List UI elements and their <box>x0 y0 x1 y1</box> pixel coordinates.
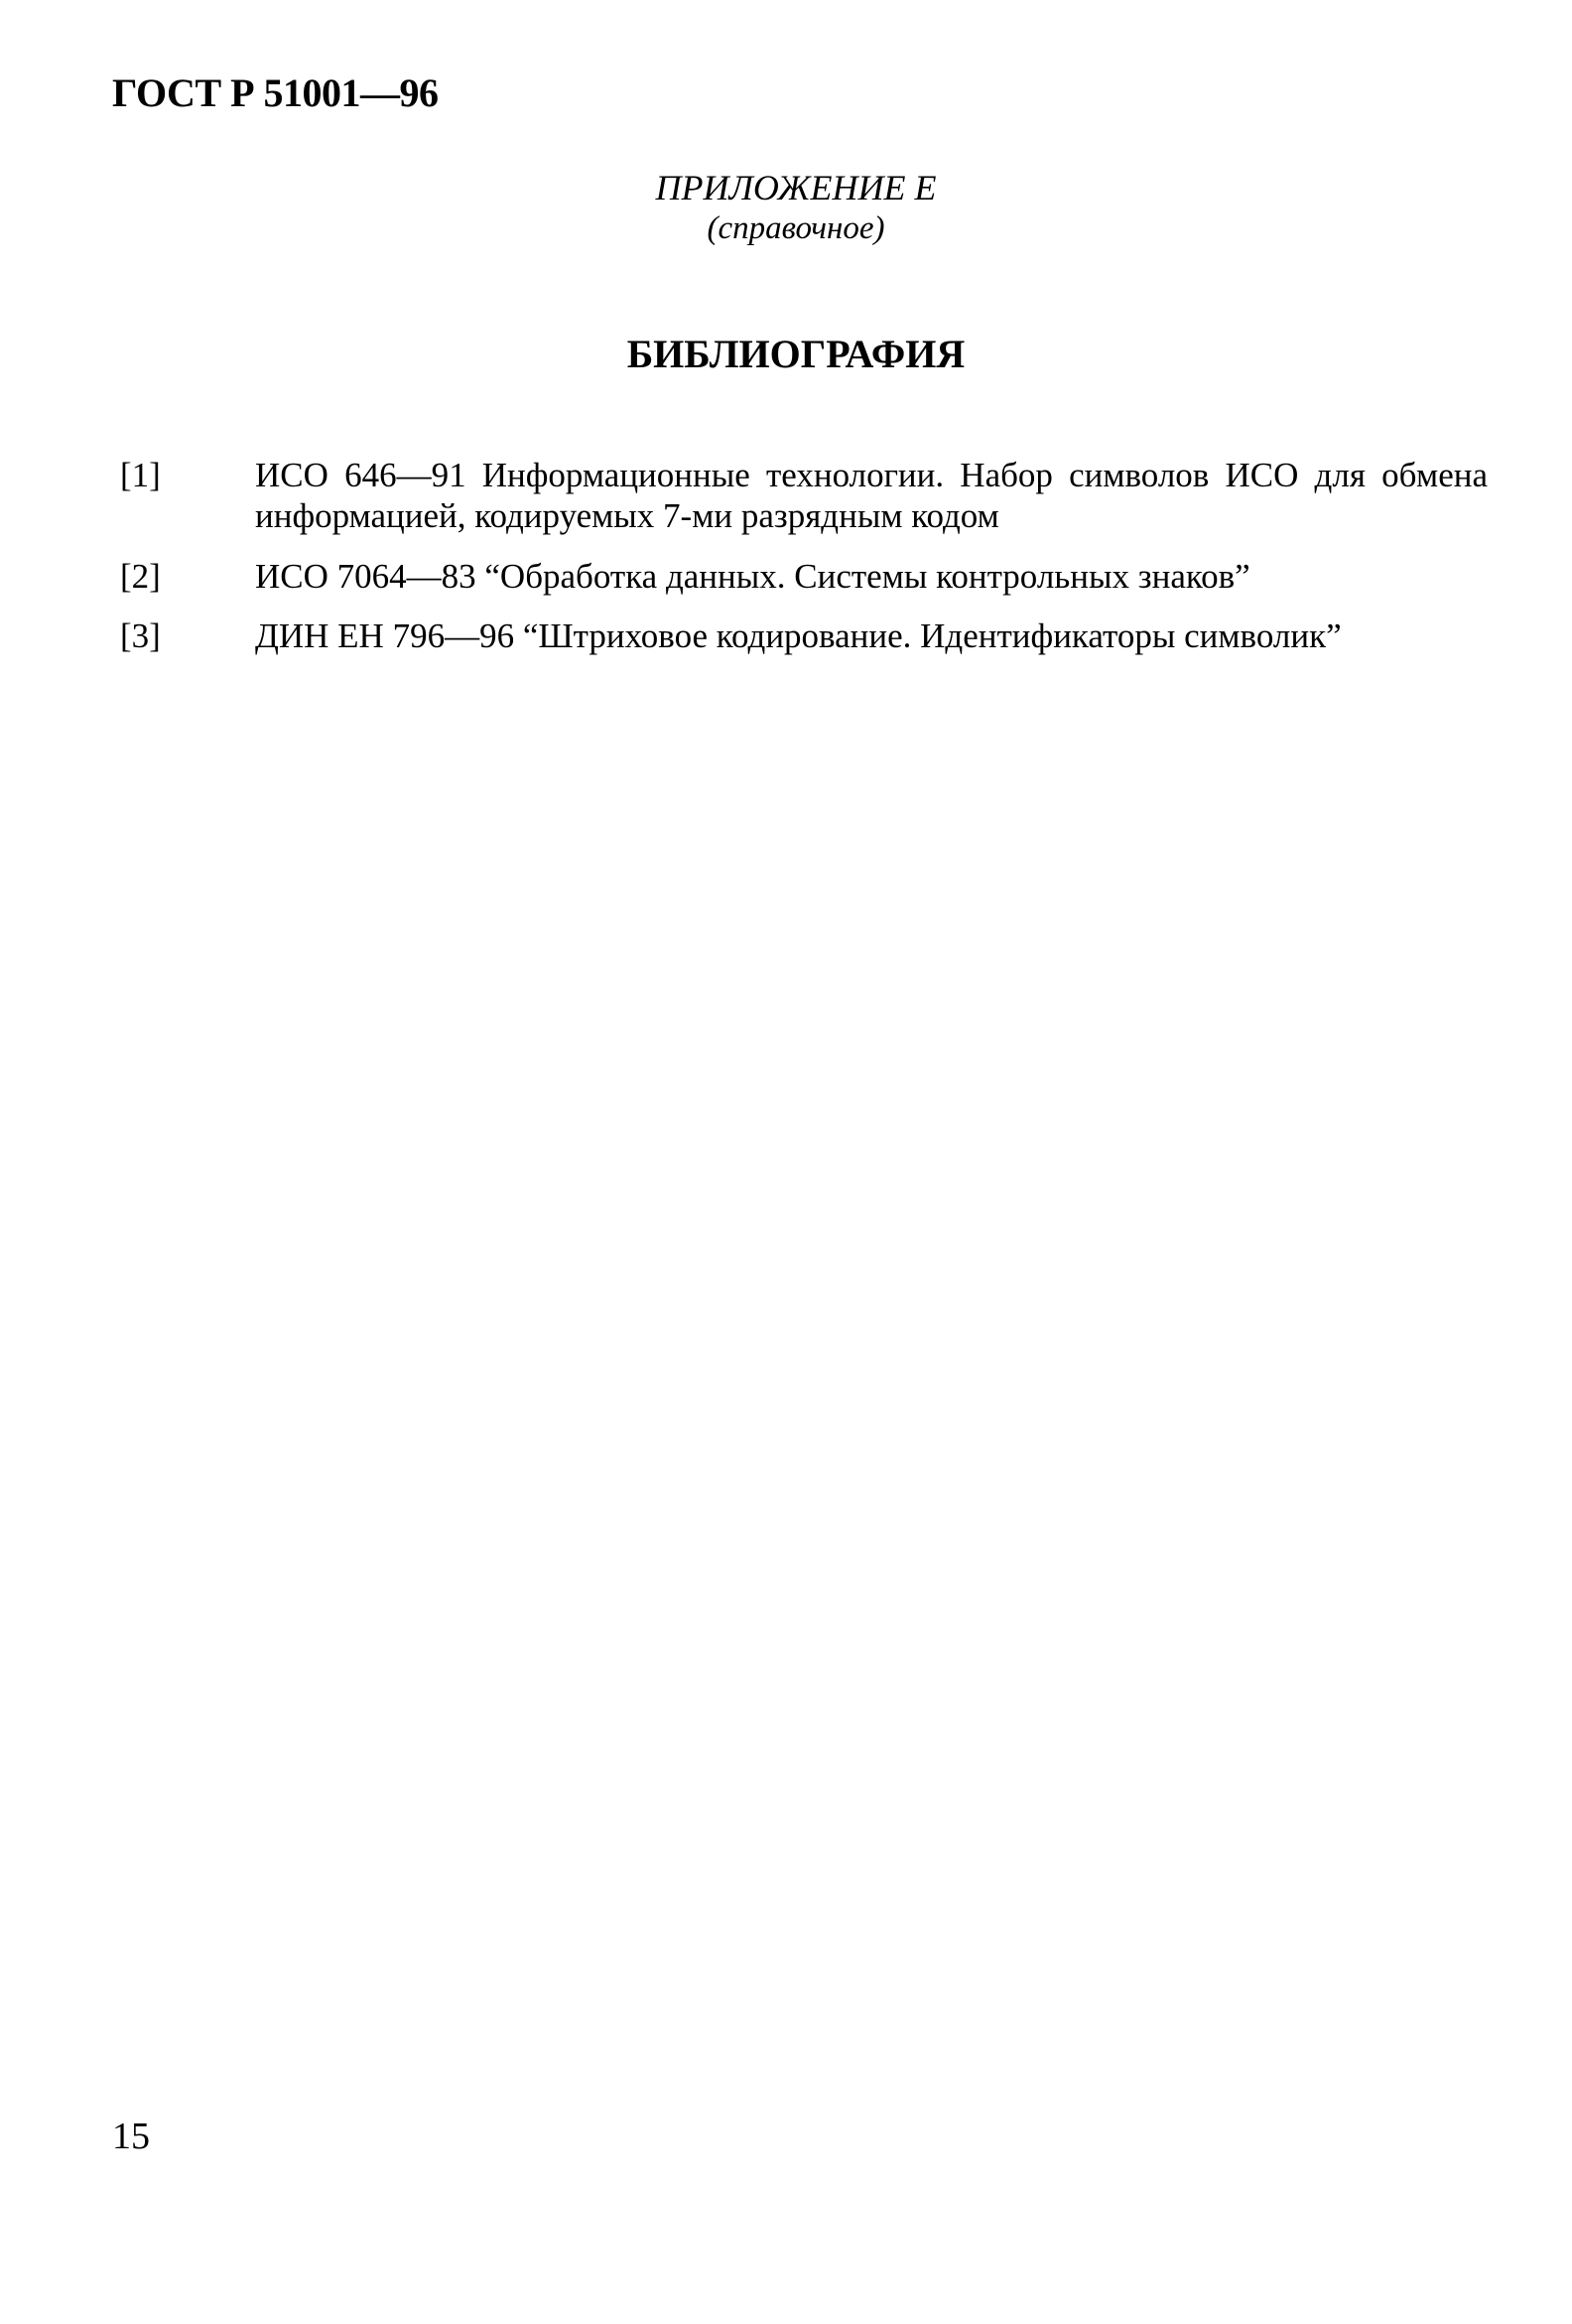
page-number: 15 <box>112 2116 150 2157</box>
appendix-label: ПРИЛОЖЕНИЕ Е <box>655 168 937 207</box>
reference-number: [3] <box>120 616 161 655</box>
section-title: БИБЛИОГРАФИЯ <box>626 332 966 376</box>
document-code: ГОСТ Р 51001—96 <box>112 70 439 115</box>
reference-number: [2] <box>120 557 161 596</box>
reference-item <box>120 615 1488 656</box>
appendix-note: (справочное) <box>707 210 885 246</box>
reference-number: [1] <box>120 456 161 494</box>
reference-text: ИСО 646—91 Информационные технологии. Набор символов ИСО для обмена информацией, кодируемых 7-ми разрядным кодом <box>255 456 1488 535</box>
reference-text: ДИН ЕН 796—96 “Штриховое кодирование. Идентификаторы символик” <box>255 616 1342 655</box>
reference-item <box>120 455 1488 536</box>
reference-text: ИСО 7064—83 “Обработка данных. Системы контрольных знаков” <box>255 557 1250 596</box>
reference-item <box>120 556 1488 597</box>
